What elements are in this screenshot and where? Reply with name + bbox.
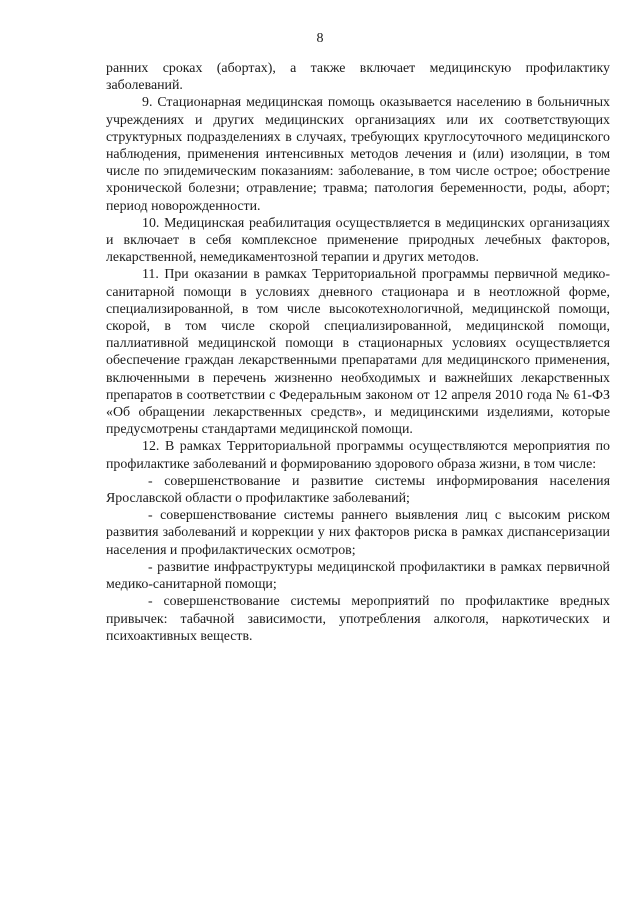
paragraph-continuation: ранних сроках (абортах), а также включает медицинскую профилактику заболеваний. bbox=[106, 61, 610, 94]
list-item-bad-habits: - совершенствование системы мероприятий по профилактике вредных привычек: табачной зависимости, употребления алкоголя, наркотических и психоактивных веществ. bbox=[106, 594, 610, 644]
page-number: 8 bbox=[316, 31, 324, 46]
paragraph-item-12: 12. В рамках Территориальной программы осуществляются мероприятия по профилактике заболеваний и формированию здорового образа жизни, в том числе: bbox=[106, 439, 610, 472]
paragraph-item-11: 11. При оказании в рамках Территориальной программы первичной медико-санитарной помощи в условиях дневного стационара и в неотложной форме, специализированной, в том числе высокотехнологичной, медицинской помощи, скорой, в том числе скорой специализированной, медицинской помощи, паллиативной медицинской помощи в стационарных условиях осуществляется обеспечение граждан лекарственными препаратами для медицинского применения, включенными в перечень жизненно необходимых и важнейших лекарственных препаратов в соответствии с Федеральным законом от 12 апреля 2010 года № 61-ФЗ «Об обращении лекарственных средств», и медицинскими изделиями, которые предусмотрены стандартами медицинской помощи. bbox=[106, 267, 610, 438]
paragraph-item-10: 10. Медицинская реабилитация осуществляется в медицинских организациях и включает в себя комплексное применение природных лечебных факторов, лекарственной, немедикаментозной терапии и других методов. bbox=[106, 215, 610, 266]
list-item-informing: - совершенствование и развитие системы информирования населения Ярославской области о профилактике заболеваний; bbox=[106, 473, 610, 507]
body-text bbox=[106, 60, 610, 645]
list-item-infrastructure: - развитие инфраструктуры медицинской профилактики в рамках первичной медико-санитарной помощи; bbox=[106, 559, 610, 593]
paragraph-item-9: 9. Стационарная медицинская помощь оказывается населению в больничных учреждениях и других медицинских организациях или их соответствующих структурных подразделениях в случаях, требующих круглосуточного медицинского наблюдения, применения интенсивных методов лечения и (или) изоляции, в том числе по эпидемическим показаниям: заболевание, в том числе острое; обострение хронической болезни; отравление; травма; патология беременности, роды, аборт; период новорожденности. bbox=[106, 95, 610, 214]
list-item-early-detection: - совершенствование системы раннего выявления лиц с высоким риском развития заболеваний и коррекции у них факторов риска в рамках диспансеризации населения и профилактических осмотров; bbox=[106, 508, 610, 558]
